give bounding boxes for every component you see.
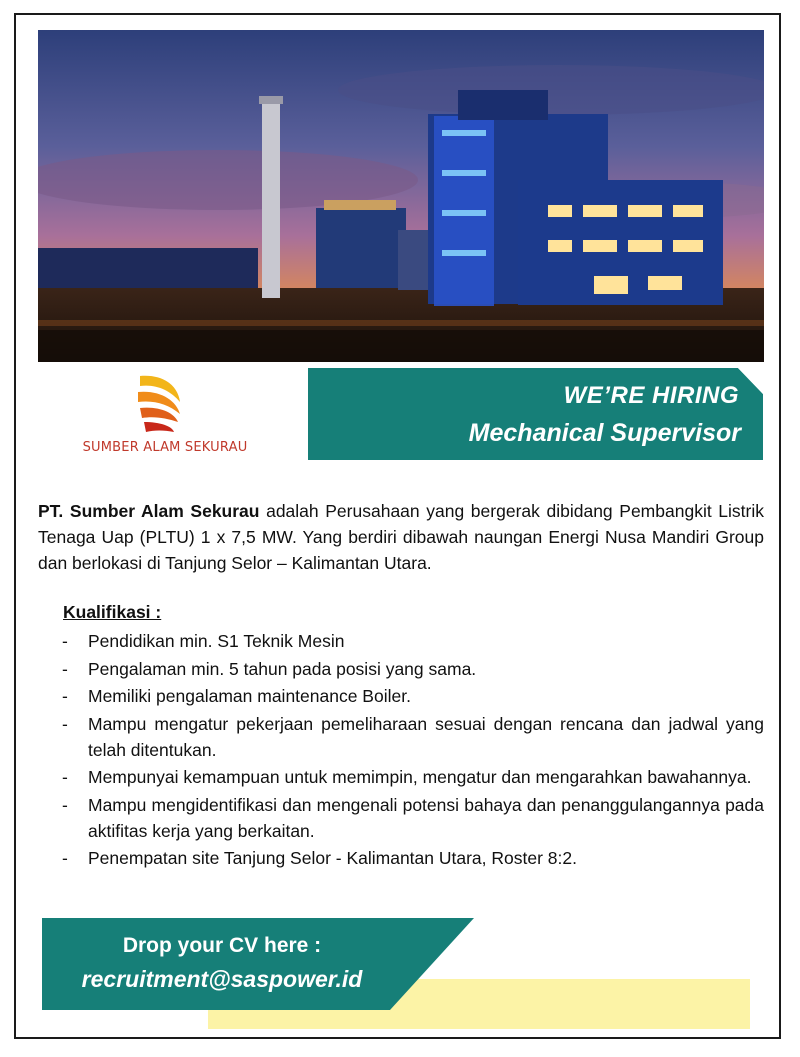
list-item — [60, 656, 764, 682]
list-item-text: Mampu mengatur pekerjaan pemeliharaan sesuai dengan rencana dan jadwal yang telah ditentukan. — [88, 713, 764, 760]
power-plant-photo — [38, 30, 764, 362]
company-name: PT. Sumber Alam Sekurau — [38, 501, 260, 521]
list-item — [60, 628, 764, 654]
contact-email[interactable]: recruitment@saspower.id — [81, 966, 363, 992]
list-item — [60, 845, 764, 871]
list-dash: - — [62, 713, 68, 734]
hiring-banner — [308, 368, 763, 460]
logo-company-name: SUMBER ALAM SEKURAU — [82, 440, 248, 455]
list-dash: - — [62, 686, 68, 706]
list-item-text: Memiliki pengalaman maintenance Boiler. — [88, 686, 411, 706]
company-logo — [60, 372, 270, 460]
qualifications-list — [60, 628, 764, 873]
list-item-text: Penempatan site Tanjung Selor - Kalimantan Utara, Roster 8:2. — [88, 848, 577, 868]
cta-heading: Drop your CV here : — [122, 934, 322, 957]
list-dash: - — [62, 631, 68, 651]
list-item-text: Pengalaman min. 5 tahun pada posisi yang sama. — [88, 658, 477, 679]
hiring-heading: WE’RE HIRING — [563, 382, 739, 409]
list-item-text: Mempunyai kemampuan untuk memimpin, mengatur dan mengarahkan bawahannya. — [88, 767, 752, 787]
qualifications-title: Kualifikasi : — [63, 602, 162, 622]
list-item — [60, 711, 764, 763]
list-dash: - — [62, 767, 68, 787]
list-dash: - — [62, 658, 68, 679]
logo-mark-icon — [134, 372, 194, 434]
list-dash: - — [62, 794, 68, 815]
list-item — [60, 764, 764, 790]
company-description — [38, 498, 764, 576]
list-dash: - — [62, 848, 68, 868]
list-item-text: Pendidikan min. S1 Teknik Mesin — [88, 631, 345, 651]
list-item — [60, 683, 764, 709]
list-item — [60, 792, 764, 844]
cta-banner — [42, 918, 474, 1010]
company-description-text: adalah Perusahaan yang bergerak dibidang Pembangkit Listrik Tenaga Uap (PLTU) 1 x 7,5 MW. Yang berdiri dibawah naungan Energi Nusa Mandiri Group dan berlokasi di Tanjung Selor – Kalimantan Utara. — [38, 501, 764, 573]
job-title: Mechanical Supervisor — [468, 419, 741, 447]
list-item-text: Mampu mengidentifikasi dan mengenali potensi bahaya dan penanggulangannya pada aktifitas kerja yang berkaitan. — [88, 794, 764, 841]
